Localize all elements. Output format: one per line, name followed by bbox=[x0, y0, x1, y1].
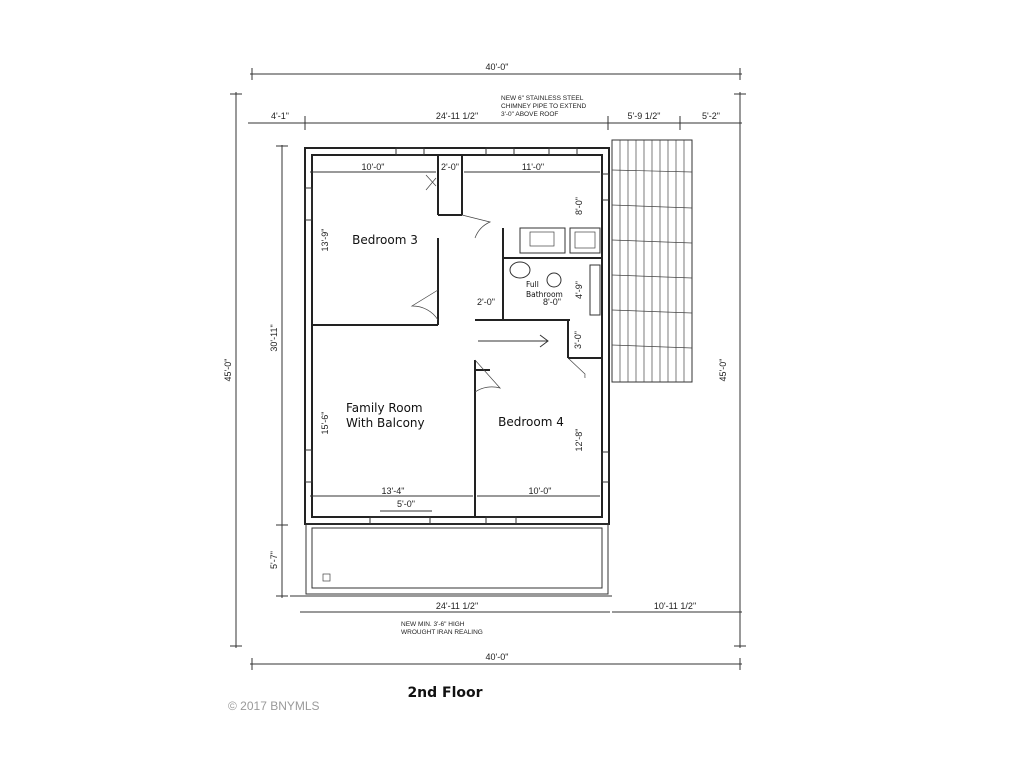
dim-bottom-main: 24'-11 1/2" bbox=[435, 601, 479, 611]
note-railing-line1: NEW MIN. 3'-6" HIGH bbox=[401, 621, 465, 628]
room-label-bedroom3: Bedroom 3 bbox=[352, 233, 418, 247]
dim-left-lower: 5'-7" bbox=[269, 551, 279, 569]
dim-top-main: 24'-11 1/2" bbox=[435, 111, 479, 121]
dim-bath-height: 8'-0" bbox=[574, 197, 584, 215]
dim-bed3-width: 10'-0" bbox=[361, 162, 385, 172]
dim-right-overall: 45'-0" bbox=[718, 358, 728, 382]
dim-bath-width: 11'-0" bbox=[521, 162, 545, 172]
dim-bath-inner: 8'-0" bbox=[543, 297, 561, 307]
note-chimney-line3: 3'-0" ABOVE ROOF bbox=[501, 111, 559, 118]
dim-top-right1: 5'-9 1/2" bbox=[627, 111, 661, 121]
dim-left-overall: 45'-0" bbox=[223, 358, 233, 382]
dim-top-overall: 40'-0" bbox=[485, 62, 509, 72]
room-label-family-line2: With Balcony bbox=[346, 416, 425, 430]
room-label-bath-line2: Bathroom bbox=[526, 290, 563, 299]
dim-bottom-overall: 40'-0" bbox=[485, 652, 509, 662]
dim-bath-side: 4'-9" bbox=[574, 281, 584, 299]
dim-door-width: 5'-0" bbox=[397, 499, 415, 509]
room-label-bedroom4: Bedroom 4 bbox=[498, 415, 564, 429]
dim-bed3-height: 13'-9" bbox=[320, 228, 330, 252]
dim-closet-width: 2'-0" bbox=[441, 162, 459, 172]
dim-hall-closet: 3'-0" bbox=[573, 331, 583, 349]
note-railing-line2: WROUGHT IRAN REALING bbox=[401, 629, 483, 636]
dim-top-right2: 5'-2" bbox=[702, 111, 720, 121]
dim-bottom-right: 10'-11 1/2" bbox=[653, 601, 697, 611]
room-label-bath-line1: Full bbox=[526, 280, 539, 289]
room-label-family-line1: Family Room bbox=[346, 401, 423, 415]
dim-family-width: 13'-4" bbox=[381, 486, 405, 496]
dim-left-upper: 30'-11" bbox=[269, 324, 279, 352]
dim-bed4-width: 10'-0" bbox=[528, 486, 552, 496]
interior-walls bbox=[310, 155, 602, 517]
floor-title: 2nd Floor bbox=[407, 685, 483, 701]
note-chimney-line2: CHIMNEY PIPE TO EXTEND bbox=[501, 103, 587, 110]
dim-bed4-height: 12'-8" bbox=[574, 428, 584, 452]
dim-hall-width: 2'-0" bbox=[477, 297, 495, 307]
dim-top-left: 4'-1" bbox=[271, 111, 289, 121]
note-chimney-line1: NEW 6" STAINLESS STEEL bbox=[501, 95, 584, 102]
dim-family-height: 15'-6" bbox=[320, 411, 330, 435]
deck-area bbox=[612, 140, 692, 382]
copyright-watermark: © 2017 BNYMLS bbox=[228, 699, 320, 713]
